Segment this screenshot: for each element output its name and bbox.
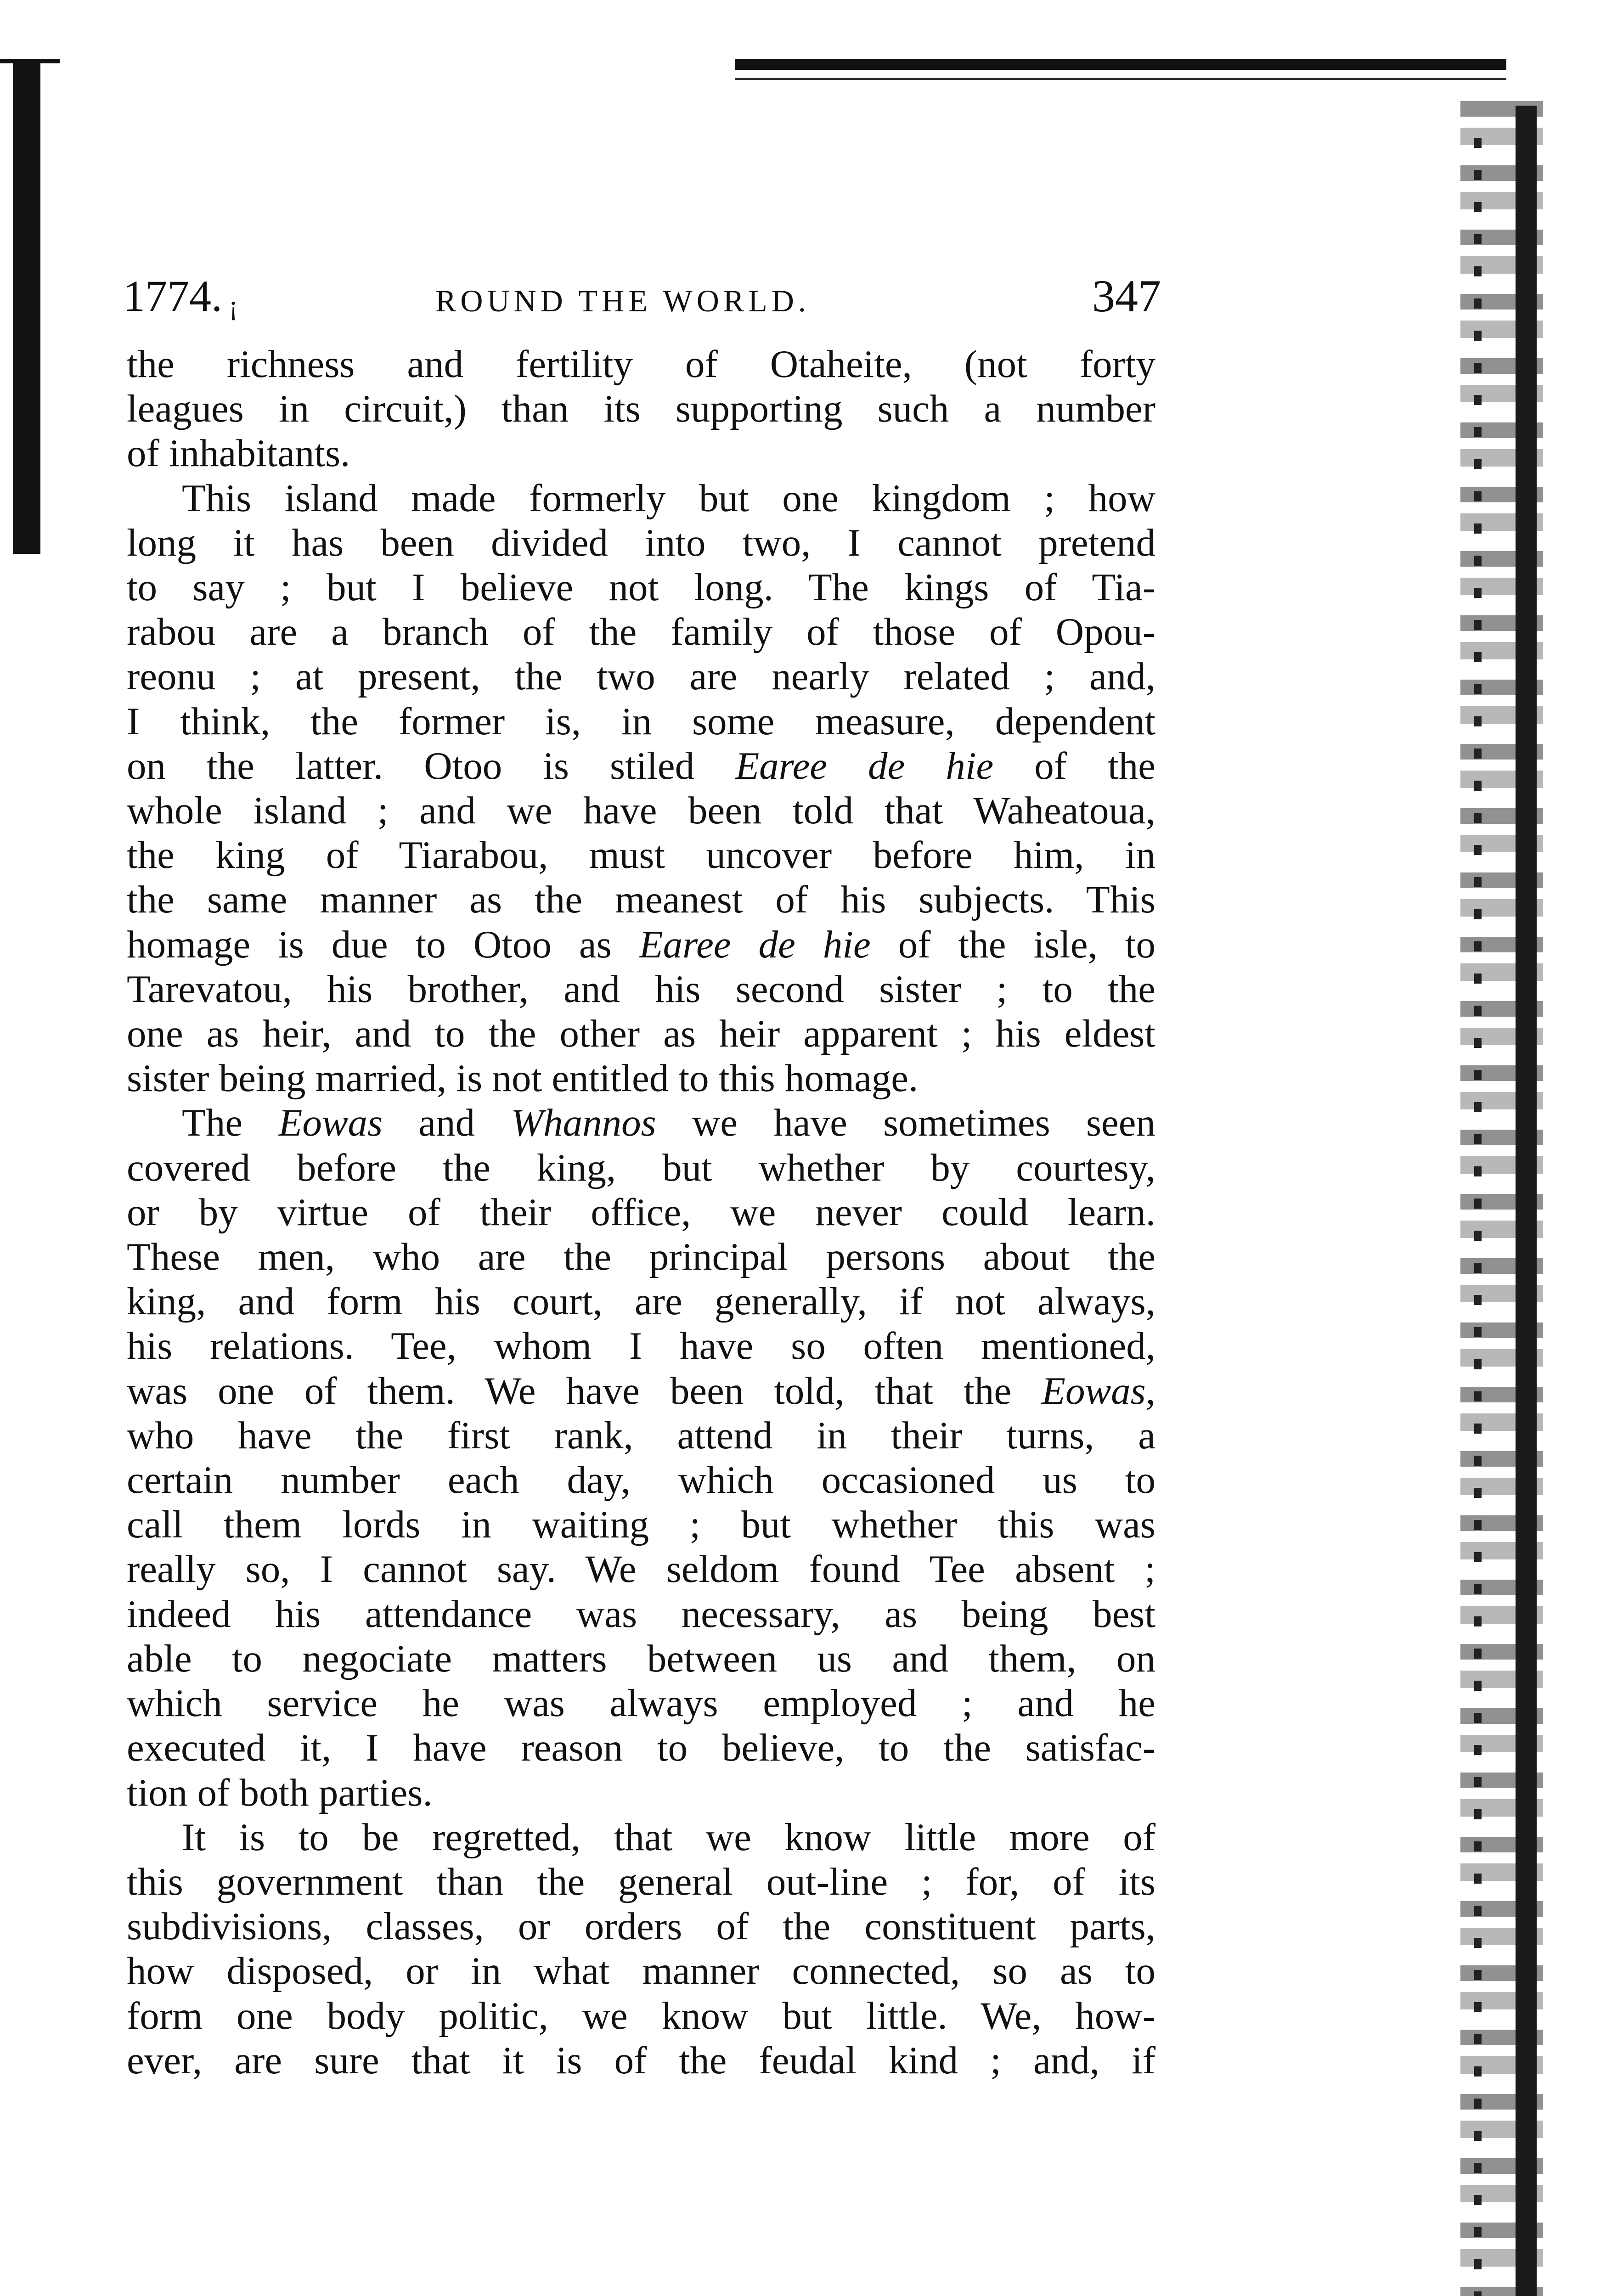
- text-line: ever, are sure that it is of the feudal kind ; and, if: [127, 2038, 1155, 2082]
- text-line: really so, I cannot say. We seldom found Tee absent ;: [127, 1548, 1155, 1591]
- paragraph-1: [127, 342, 1155, 476]
- text-line: who have the first rank, attend in their turns, a: [127, 1413, 1155, 1457]
- text-line: was one of them. We have been told, that the Eowas,: [127, 1369, 1155, 1412]
- text-line: indeed his attendance was necessary, as being best: [127, 1592, 1155, 1636]
- text-line: this government than the general out-line ; for, of its: [127, 1860, 1155, 1903]
- text-line: sister being married, is not entitled to this homage.: [127, 1057, 919, 1100]
- page-number: 347: [1092, 270, 1161, 321]
- text-line: king, and form his court, are generally, if not always,: [127, 1280, 1155, 1323]
- text-line: rabou are a branch of the family of those of Opou-: [127, 610, 1155, 654]
- text-line: form one body politic, we know but little. We, how-: [127, 1994, 1155, 2037]
- header-mark: ¡: [229, 290, 238, 321]
- text-line: his relations. Tee, whom I have so often mentioned,: [127, 1324, 1155, 1368]
- paragraph-4: [127, 1815, 1155, 2083]
- text-line: of inhabitants.: [127, 432, 350, 475]
- text-line: the king of Tiarabou, must uncover before him, in: [127, 833, 1155, 877]
- text-line: homage is due to Otoo as Earee de hie of the isle, to: [127, 923, 1155, 966]
- left-margin-bar: [13, 62, 40, 554]
- text-line: subdivisions, classes, or orders of the constituent parts,: [127, 1905, 1155, 1948]
- text-line: to say ; but I believe not long. The kings of Tia-: [127, 566, 1155, 609]
- top-edge-thin-rule: [735, 78, 1506, 80]
- top-edge-rule: [735, 59, 1506, 70]
- running-title: ROUND THE WORLD.: [435, 283, 810, 318]
- header-year: 1774.: [123, 271, 222, 321]
- paragraph-3: [127, 1101, 1155, 1815]
- text-line: Tarevatou, his brother, and his second sister ; to the: [127, 967, 1155, 1011]
- text-line: the same manner as the meanest of his subjects. This: [127, 878, 1155, 922]
- body-text: [127, 342, 1155, 2083]
- text-line: covered before the king, but whether by courtesy,: [127, 1146, 1155, 1189]
- text-line: I think, the former is, in some measure, dependent: [127, 699, 1155, 743]
- text-line: These men, who are the principal persons about the: [127, 1235, 1155, 1279]
- text-line: This island made formerly but one kingdom ; how: [182, 476, 1155, 520]
- text-line: the richness and fertility of Otaheite, (not forty: [127, 343, 1155, 386]
- text-line: tion of both parties.: [127, 1771, 433, 1814]
- text-line: which service he was always employed ; and he: [127, 1682, 1155, 1725]
- text-line: whole island ; and we have been told that Waheatoua,: [127, 789, 1155, 833]
- text-line: one as heir, and to the other as heir apparent ; his eldest: [127, 1012, 1155, 1056]
- text-line: It is to be regretted, that we know little more of: [182, 1815, 1155, 1859]
- text-line: reonu ; at present, the two are nearly related ; and,: [127, 655, 1155, 698]
- text-line: or by virtue of their office, we never could learn.: [127, 1190, 1155, 1234]
- paragraph-2: [127, 476, 1155, 1101]
- text-line: certain number each day, which occasioned us to: [127, 1458, 1155, 1502]
- running-header: [123, 269, 1161, 324]
- text-line: call them lords in waiting ; but whether this was: [127, 1503, 1155, 1547]
- page-gutter-marks: [1474, 138, 1482, 2296]
- text-line: long it has been divided into two, I cannot pretend: [127, 521, 1155, 564]
- text-line: able to negociate matters between us and them, on: [127, 1637, 1155, 1680]
- text-line: executed it, I have reason to believe, to the satisfac-: [127, 1726, 1155, 1770]
- text-line: on the latter. Otoo is stiled Earee de hie of the: [127, 744, 1156, 788]
- text-line: how disposed, or in what manner connected, so as to: [127, 1949, 1155, 1993]
- text-line: leagues in circuit,) than its supporting such a number: [127, 387, 1155, 431]
- text-line: The Eowas and Whannos we have sometimes seen: [182, 1101, 1155, 1145]
- page-binding-edge: [1516, 106, 1537, 2296]
